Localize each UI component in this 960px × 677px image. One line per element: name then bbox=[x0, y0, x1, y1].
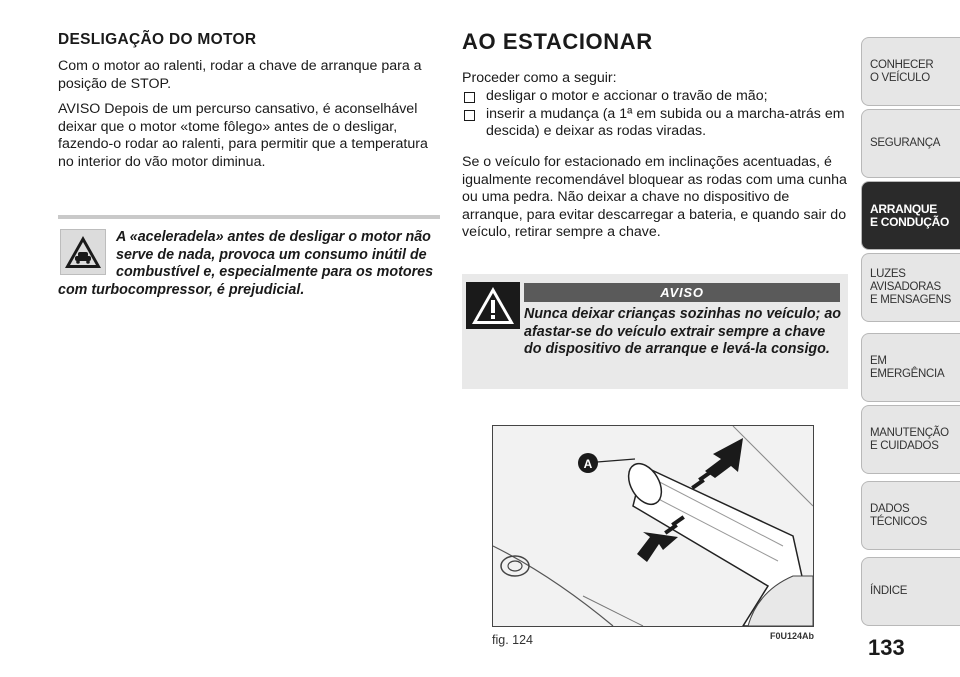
list-item: inserir a mudança (a 1ª em subida ou a marcha-atrás em descida) e deixar as rodas viradas. bbox=[462, 106, 848, 141]
parking-slope-advice: Se o veículo for estacionado em inclinações acentuadas, é igualmente recomendável bloquear as rodas com uma cunha ou uma pedra. Não deixar a chave no dispositivo de arranque, para evitar descarregar a bateria, e quando sair do veículo, retirar sempre a chave. bbox=[462, 154, 847, 240]
checkbox-bullet-icon bbox=[464, 92, 475, 103]
section-heading-engine-off: DESLIGAÇÃO DO MOTOR bbox=[58, 31, 257, 48]
list-item: desligar o motor e accionar o travão de mão; bbox=[462, 88, 848, 106]
checkbox-bullet-icon bbox=[464, 110, 475, 121]
warning-title: AVISO bbox=[524, 283, 840, 302]
parking-steps bbox=[462, 88, 848, 141]
parking-intro: Proceder como a seguir: bbox=[462, 70, 617, 86]
tab-seguranca[interactable]: SEGURANÇA bbox=[861, 109, 960, 178]
figure-label: fig. 124 bbox=[492, 633, 534, 647]
callout-a-label: A bbox=[583, 457, 593, 471]
page-number: 133 bbox=[868, 635, 905, 660]
tab-manutencao[interactable]: MANUTENÇÃO E CUIDADOS bbox=[861, 405, 960, 474]
tab-arranque-e-conducao[interactable]: ARRANQUE E CONDUÇÃO bbox=[861, 181, 960, 250]
tab-dados-tecnicos[interactable]: DADOS TÉCNICOS bbox=[861, 481, 960, 550]
engine-off-advice: AVISO Depois de um percurso cansativo, é aconselhável deixar que o motor «tome fôlego» antes de o desligar, fazendo-o rodar ao ralenti, para permitir que a temperatura no interior do vão motor diminua. bbox=[58, 101, 428, 170]
tab-indice[interactable]: ÍNDICE bbox=[861, 557, 960, 626]
tab-em-emergencia[interactable]: EM EMERGÊNCIA bbox=[861, 333, 960, 402]
tab-conhecer-o-veiculo[interactable]: CONHECER O VEÍCULO bbox=[861, 37, 960, 106]
tab-luzes-avisadoras[interactable]: LUZES AVISADORAS E MENSAGENS bbox=[861, 253, 960, 322]
note-divider bbox=[58, 215, 440, 219]
section-heading-parking: AO ESTACIONAR bbox=[462, 29, 653, 54]
note-text bbox=[58, 229, 438, 299]
engine-off-instruction: Com o motor ao ralenti, rodar a chave de arranque para a posição de STOP. bbox=[58, 58, 422, 92]
warning-text bbox=[466, 306, 844, 359]
warning-body: Nunca deixar crianças sozinhas no veículo; ao afastar-se do veículo extrair sempre a chave do dispositivo de arranque e levá-la consigo. bbox=[524, 306, 842, 358]
handbrake-figure bbox=[492, 425, 814, 627]
note-body: A «aceleradela» antes de desligar o motor não serve de nada, provoca um consumo inútil de combustível e, especialmente para os motores com turbocompressor, é prejudicial. bbox=[58, 229, 434, 298]
figure-code: F0U124Ab bbox=[770, 631, 815, 641]
